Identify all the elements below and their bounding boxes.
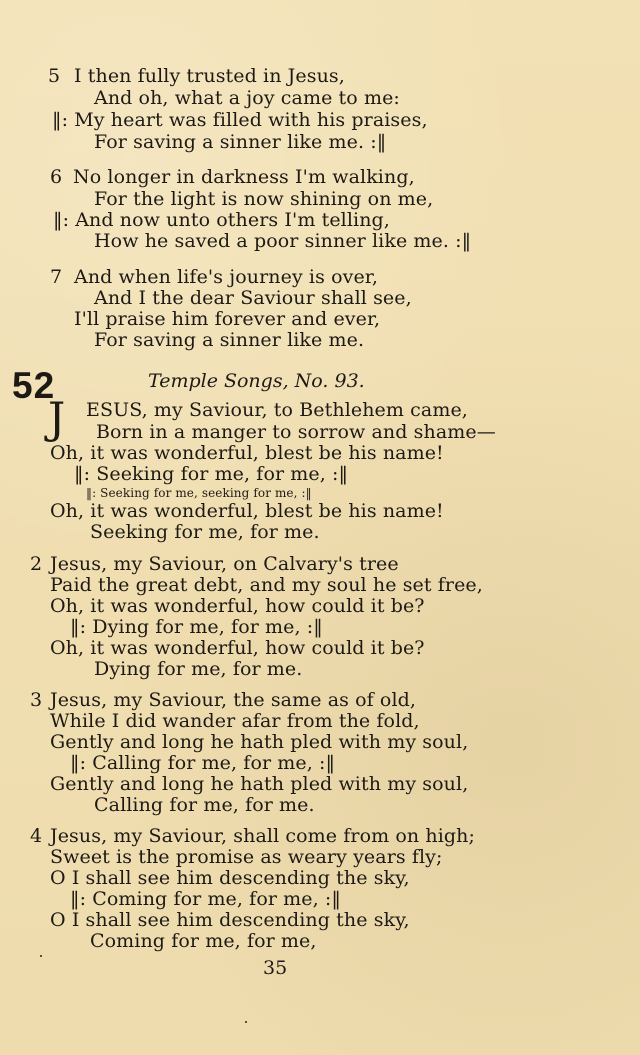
page-number: 35 (263, 957, 288, 979)
stanza-number-2: 2 (30, 553, 43, 575)
verse-number-5: 5 (48, 65, 61, 87)
stanza-2-line-5: Oh, it was wonderful, how could it be? (50, 637, 425, 659)
stanza-1-line-4: ‖: Seeking for me, for me, :‖ (74, 463, 349, 485)
stanza-1-line-5: ‖: Seeking for me, seeking for me, :‖ (86, 486, 312, 500)
stanza-4-line-3: O I shall see him descending the sky, (50, 867, 410, 889)
stanza-1-line-3: Oh, it was wonderful, blest be his name! (50, 442, 444, 464)
stanza-3-line-5: Gently and long he hath pled with my soul, (50, 773, 469, 795)
verse-6-line-1: No longer in darkness I'm walking, (73, 166, 415, 188)
stanza-1-line-7: Seeking for me, for me. (90, 521, 320, 543)
verse-6-line-2: For the light is now shining on me, (94, 188, 434, 210)
stanza-3-line-1: Jesus, my Saviour, the same as of old, (50, 689, 417, 711)
stanza-4-line-1: Jesus, my Saviour, shall come from on high; (50, 825, 475, 847)
drop-cap: J (48, 394, 66, 444)
hymn-number: 52 (12, 365, 56, 406)
verse-7-line-3: I'll praise him forever and ever, (74, 308, 381, 330)
stanza-4-line-6: Coming for me, for me, (90, 930, 317, 952)
verse-5-line-1: I then fully trusted in Jesus, (74, 65, 345, 87)
stanza-number-4: 4 (30, 825, 43, 847)
hymn-source-title: Temple Songs, No. 93. (148, 370, 365, 392)
stanza-3-line-2: While I did wander afar from the fold, (50, 710, 420, 732)
verse-5-line-3: ‖: My heart was filled with his praises, (52, 109, 428, 131)
stanza-1-line-2: Born in a manger to sorrow and shame— (96, 421, 496, 443)
verse-7-line-2: And I the dear Saviour shall see, (94, 287, 412, 309)
stanza-2-line-1: Jesus, my Saviour, on Calvary's tree (50, 553, 399, 575)
stanza-4-line-5: O I shall see him descending the sky, (50, 909, 410, 931)
verse-6-line-4: How he saved a poor sinner like me. :‖ (94, 230, 472, 252)
verse-7-line-1: And when life's journey is over, (74, 266, 379, 288)
stanza-number-3: 3 (30, 689, 43, 711)
verse-5-line-4: For saving a sinner like me. :‖ (94, 131, 387, 153)
stanza-3-line-4: ‖: Calling for me, for me, :‖ (70, 752, 336, 774)
ink-speck (40, 955, 42, 957)
stanza-2-line-3: Oh, it was wonderful, how could it be? (50, 595, 425, 617)
verse-6-line-3: ‖: And now unto others I'm telling, (53, 209, 390, 231)
stanza-2-line-4: ‖: Dying for me, for me, :‖ (70, 616, 323, 638)
stanza-1-line-1: ESUS, my Saviour, to Bethlehem came, (86, 399, 468, 421)
stanza-2-line-2: Paid the great debt, and my soul he set free, (50, 574, 483, 596)
stanza-3-line-3: Gently and long he hath pled with my soul, (50, 731, 469, 753)
verse-number-7: 7 (50, 266, 63, 288)
verse-7-line-4: For saving a sinner like me. (94, 329, 365, 351)
stanza-4-line-4: ‖: Coming for me, for me, :‖ (70, 888, 342, 910)
stanza-1-line-6: Oh, it was wonderful, blest be his name! (50, 500, 444, 522)
stanza-2-line-6: Dying for me, for me. (94, 658, 303, 680)
ink-speck (245, 1021, 247, 1023)
verse-number-6: 6 (50, 166, 63, 188)
verse-5-line-2: And oh, what a joy came to me: (94, 87, 400, 109)
stanza-4-line-2: Sweet is the promise as weary years fly; (50, 846, 443, 868)
stanza-3-line-6: Calling for me, for me. (94, 794, 315, 816)
